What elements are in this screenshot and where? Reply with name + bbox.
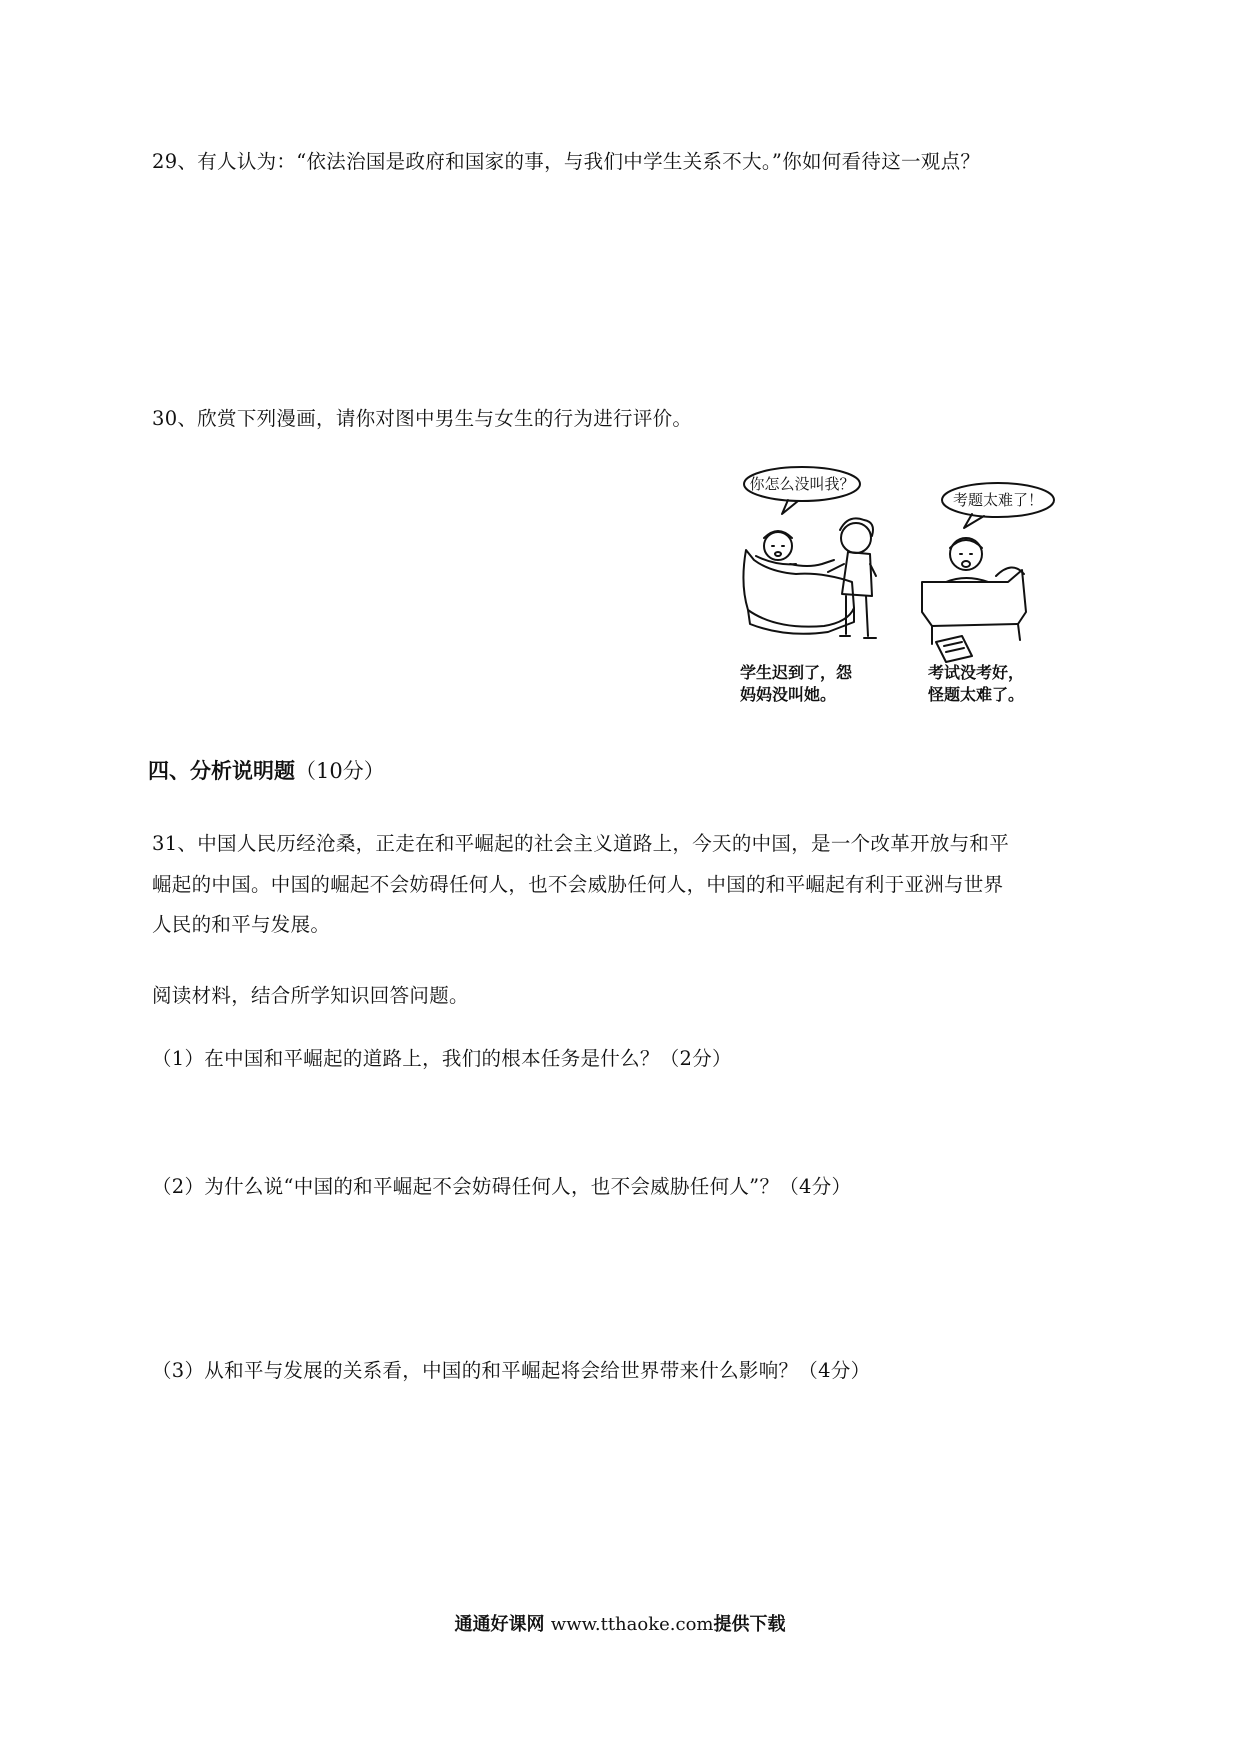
question-31-sub3: （3）从和平与发展的关系看，中国的和平崛起将会给世界带来什么影响？（4分） xyxy=(152,1359,871,1382)
question-31-instruction: 阅读材料，结合所学知识回答问题。 xyxy=(152,984,469,1007)
question-31-line3: 人民的和平与发展。 xyxy=(152,913,331,936)
footer-url: www.tthaoke.com xyxy=(550,1614,714,1635)
right-caption-line1: 考试没考好， xyxy=(928,663,1025,682)
question-30: 30、欣赏下列漫画，请你对图中男生与女生的行为进行评价。 xyxy=(152,407,693,430)
question-31-sub1: （1）在中国和平崛起的道路上，我们的根本任务是什么？（2分） xyxy=(152,1047,732,1070)
page-footer xyxy=(0,1612,1240,1638)
cartoon-illustration xyxy=(736,464,1076,708)
footer-suffix: 提供下载 xyxy=(713,1614,786,1635)
bed-icon xyxy=(743,550,854,627)
left-bubble-text: 你怎么没叫我？ xyxy=(749,475,855,493)
footer-site-name: 通通好课网 xyxy=(454,1614,545,1635)
question-29: 29、有人认为：“依法治国是政府和国家的事，与我们中学生关系不大。”你如何看待这一观点？ xyxy=(152,150,981,173)
section-title: 四、分析说明题 xyxy=(148,759,295,783)
question-31-sub2: （2）为什么说“中国的和平崛起不会妨碍任何人，也不会威胁任何人”？（4分） xyxy=(152,1175,852,1198)
mother-head xyxy=(841,523,871,553)
left-caption-line2: 妈妈没叫她。 xyxy=(740,685,837,704)
right-bubble-text: 考题太难了！ xyxy=(952,491,1044,509)
section-heading xyxy=(148,756,385,786)
right-caption-line2: 怪题太难了。 xyxy=(928,685,1025,704)
exam-paper-icon xyxy=(936,636,972,662)
question-31-line2: 崛起的中国。中国的崛起不会妨碍任何人，也不会威胁任何人，中国的和平崛起有利于亚洲与世界 xyxy=(152,873,1004,896)
question-31-line1: 31、中国人民历经沧桑，正走在和平崛起的社会主义道路上，今天的中国，是一个改革开放与和平 xyxy=(152,832,1010,855)
section-points: （10分） xyxy=(295,759,385,783)
left-caption-line1: 学生迟到了，怨 xyxy=(740,663,853,682)
